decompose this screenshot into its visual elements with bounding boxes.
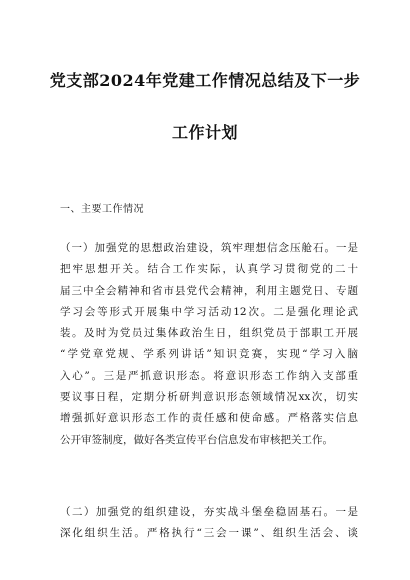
paragraph-line: 公开审签制度，做好各类宣传平台信息发布审核把关工作。 — [60, 433, 333, 446]
paragraph-line: 把牢思想开关。结合工作实际，认真学习贯彻党的二十 — [60, 263, 358, 276]
paragraph-line: 入心”。三是严抓意识形态。将意识形态工作纳入支部重 — [60, 369, 358, 382]
paragraph-line: 深化组织生活。严格执行“三会一课”、组织生活会、谈 — [60, 527, 358, 540]
paragraph-line: （二）加强党的组织建设，夯实战斗堡垒稳固基石。一是 — [60, 506, 358, 518]
paragraph-line: 要议事日程，定期分析研判意识形态领域情况xx次，切实 — [60, 391, 358, 404]
paragraph-line: “学党章党规、学系列讲话”知识竞赛，实现“学习入脑 — [60, 348, 358, 361]
paragraph-ideological-building — [60, 238, 358, 451]
paragraph-line: 增强抓好意识形态工作的责任感和使命感。严格落实信息 — [60, 412, 358, 425]
paragraph-organizational-building — [60, 502, 358, 545]
section-heading: 一、主要工作情况 — [60, 204, 144, 215]
document-title-line-2: 工作计划 — [171, 123, 238, 142]
paragraph-line: 学习会等形式开展集中学习活动12次。二是强化理论武 — [60, 305, 358, 318]
paragraph-line: 届三中全会精神和省市县党代会精神，利用主题党日、专题 — [60, 284, 358, 297]
paragraph-line: 装。及时为党员过集体政治生日，组织党员于部职工开展 — [60, 327, 358, 340]
paragraph-line: （一）加强党的思想政治建设，筑牢理想信念压舱石。一是 — [60, 242, 358, 254]
document-title-line-1: 党支部2024年党建工作情况总结及下一步 — [49, 71, 361, 90]
